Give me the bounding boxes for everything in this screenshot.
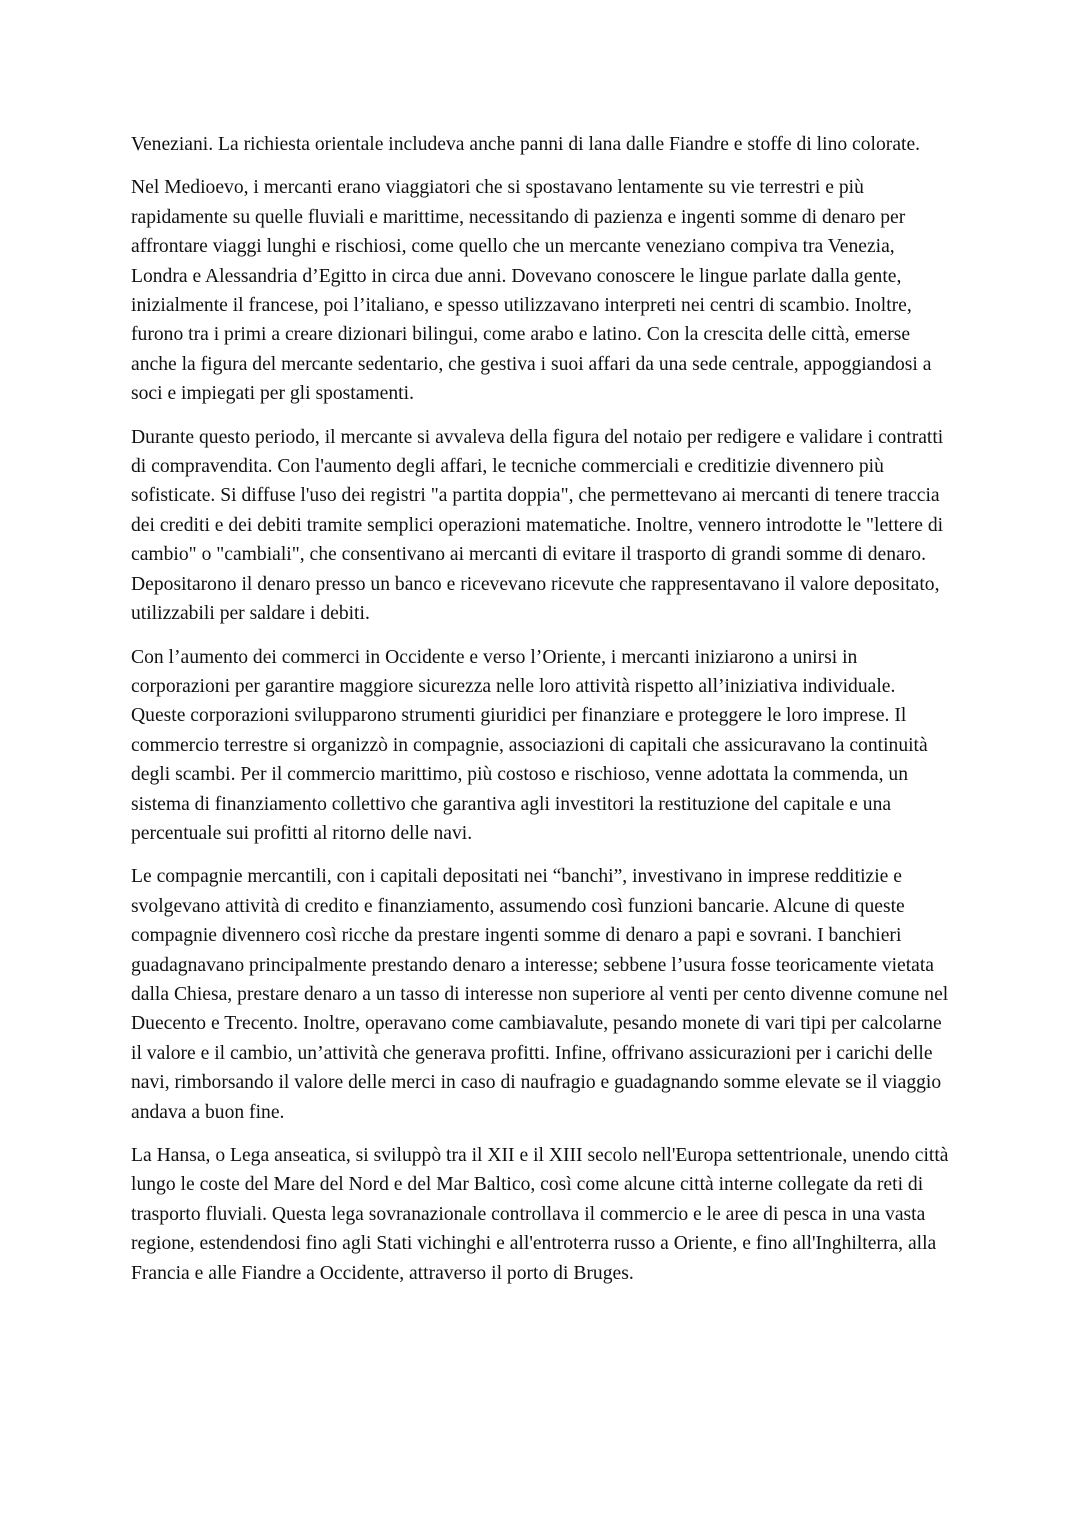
paragraph: Durante questo periodo, il mercante si avvaleva della figura del notaio per redigere e validare i contratti di compravendita. Con l'aumento degli affari, le tecniche commerciali e creditizie divennero più sofisticate. Si diffuse l'uso dei registri "a partita doppia", che permettevano ai mercanti di tenere traccia dei crediti e dei debiti tramite semplici operazioni matematiche. Inoltre, vennero introdotte le "lettere di cambio" o "cambiali", che consentivano ai mercanti di evitare il trasporto di grandi somme di denaro. Depositarono il denaro presso un banco e ricevevano ricevute che rappresentavano il valore depositato, utilizzabili per saldare i debiti. xyxy=(131,426,944,625)
paragraph: Veneziani. La richiesta orientale includeva anche panni di lana dalle Fiandre e stoffe di lino colorate. xyxy=(131,134,921,155)
paragraph: La Hansa, o Lega anseatica, si sviluppò tra il XII e il XIII secolo nell'Europa settentrionale, unendo città lungo le coste del Mare del Nord e del Mar Baltico, così come alcune città interne collegate da reti di trasporto fluviali. Questa lega sovranazionale controllava il commercio e le aree di pesca in una vasta regione, estendendosi fino agli Stati vichinghi e all'entroterra russo a Oriente, e fino all'Inghilterra, alla Francia e alle Fiandre a Occidente, attraverso il porto di Bruges. xyxy=(131,1145,949,1284)
paragraph: Con l’aumento dei commerci in Occidente e verso l’Oriente, i mercanti iniziarono a unirsi in corporazioni per garantire maggiore sicurezza nelle loro attività rispetto all’iniziativa individuale. Queste corporazioni svilupparono strumenti giuridici per finanziare e proteggere le loro imprese. Il commercio terrestre si organizzò in compagnie, associazioni di capitali che assicuravano la continuità degli scambi. Per il commercio marittimo, più costoso e rischioso, venne adottata la commenda, un sistema di finanziamento collettivo che garantiva agli investitori la restituzione del capitale e una percentuale sui profitti al ritorno delle navi. xyxy=(131,646,928,844)
paragraph: Nel Medioevo, i mercanti erano viaggiatori che si spostavano lentamente su vie terrestri e più rapidamente su quelle fluviali e marittime, necessitando di pazienza e ingenti somme di denaro per affrontare viaggi lunghi e rischiosi, come quello che un mercante veneziano compiva tra Venezia, Londra e Alessandria d’Egitto in circa due anni. Dovevano conoscere le lingue parlate dalla gente, inizialmente il francese, poi l’italiano, e spesso utilizzavano interpreti nei centri di scambio. Inoltre, furono tra i primi a creare dizionari bilingui, come arabo e latino. Con la crescita delle città, emerse anche la figura del mercante sedentario, che gestiva i suoi affari da una sede centrale, appoggiandosi a soci e impiegati per gli spostamenti. xyxy=(131,177,932,405)
document-page xyxy=(131,130,953,1302)
paragraph: Le compagnie mercantili, con i capitali depositati nei “banchi”, investivano in imprese redditizie e svolgevano attività di credito e finanziamento, assumendo così funzioni bancarie. Alcune di queste compagnie divennero così ricche da prestare ingenti somme di denaro a papi e sovrani. I banchieri guadagnavano principalmente prestando denaro a interesse; sebbene l’usura fosse teoricamente vietata dalla Chiesa, prestare denaro a un tasso di interesse non superiore al venti per cento divenne comune nel Duecento e Trecento. Inoltre, operavano come cambiavalute, pesando monete di vari tipi per calcolarne il valore e il cambio, un’attività che generava profitti. Infine, offrivano assicurazioni per i carichi delle navi, rimborsando il valore delle merci in caso di naufragio e guadagnando somme elevate se il viaggio andava a buon fine. xyxy=(131,866,949,1123)
